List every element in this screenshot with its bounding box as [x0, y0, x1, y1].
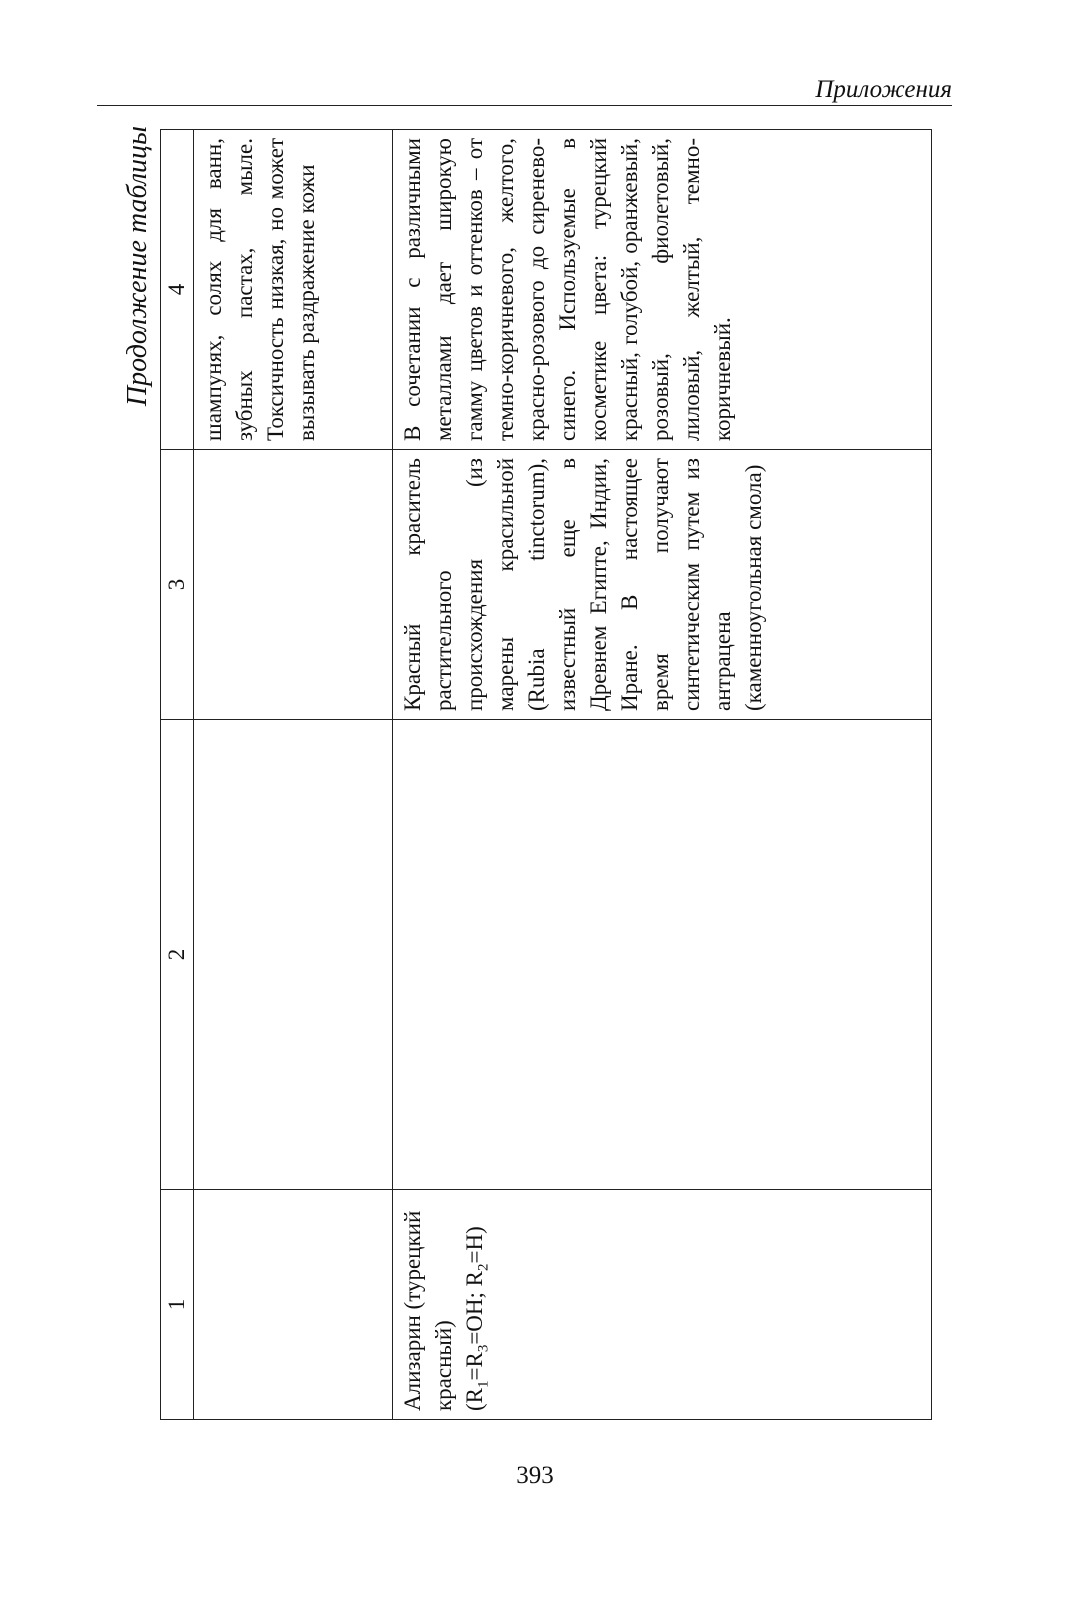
table-caption: Продолжение таблицы — [122, 126, 153, 407]
dye-table — [160, 129, 932, 1420]
column-number-3: 3 — [161, 450, 194, 720]
page-number: 393 — [516, 1462, 554, 1489]
substance-formula: ($R_1=R_3=OH$; $R_2=H$) — [462, 1226, 492, 1411]
running-title: Приложения — [815, 76, 952, 103]
cell-application: шампунях, солях для ванн, зубных пастах, мыле. Токсичность низкая, но может вызывать раздражение кожи — [194, 130, 393, 450]
cell-structure — [194, 720, 393, 1190]
column-number-2: 2 — [161, 720, 194, 1190]
cell-origin — [194, 450, 393, 720]
cell-substance — [194, 1190, 393, 1420]
header-rule — [97, 105, 952, 106]
rotated-table-block — [116, 120, 956, 1420]
substance-name: Ализарин (турецкий красный) — [400, 1210, 456, 1411]
column-number-1: 1 — [161, 1190, 194, 1420]
table-header-row — [161, 130, 194, 1420]
cell-origin-alizarin: Красный краситель растительного происхождения (из марены красильной (Rubia tinctorum), известный еще в Древнем Египте, Индии, Иране. В настоящее время получают синтетическим путем из антрацена (каменноугольная смола) — [393, 450, 932, 720]
table-row-continued — [194, 130, 393, 1420]
cell-substance-alizarin — [393, 1190, 932, 1420]
table-row-alizarin — [393, 130, 932, 1420]
column-number-4: 4 — [161, 130, 194, 450]
cell-application-alizarin: В сочетании с различными металлами дает широкую гамму цветов и оттенков – от темно-коричневого, желтого, красно-розового до сиренево-синего. Используемые в косметике цвета: турецкий красный, голубой, оранжевый, розовый, фиолетовый, лиловый, желтый, темно-коричневый. — [393, 130, 932, 450]
cell-structure-alizarin — [393, 720, 932, 1190]
